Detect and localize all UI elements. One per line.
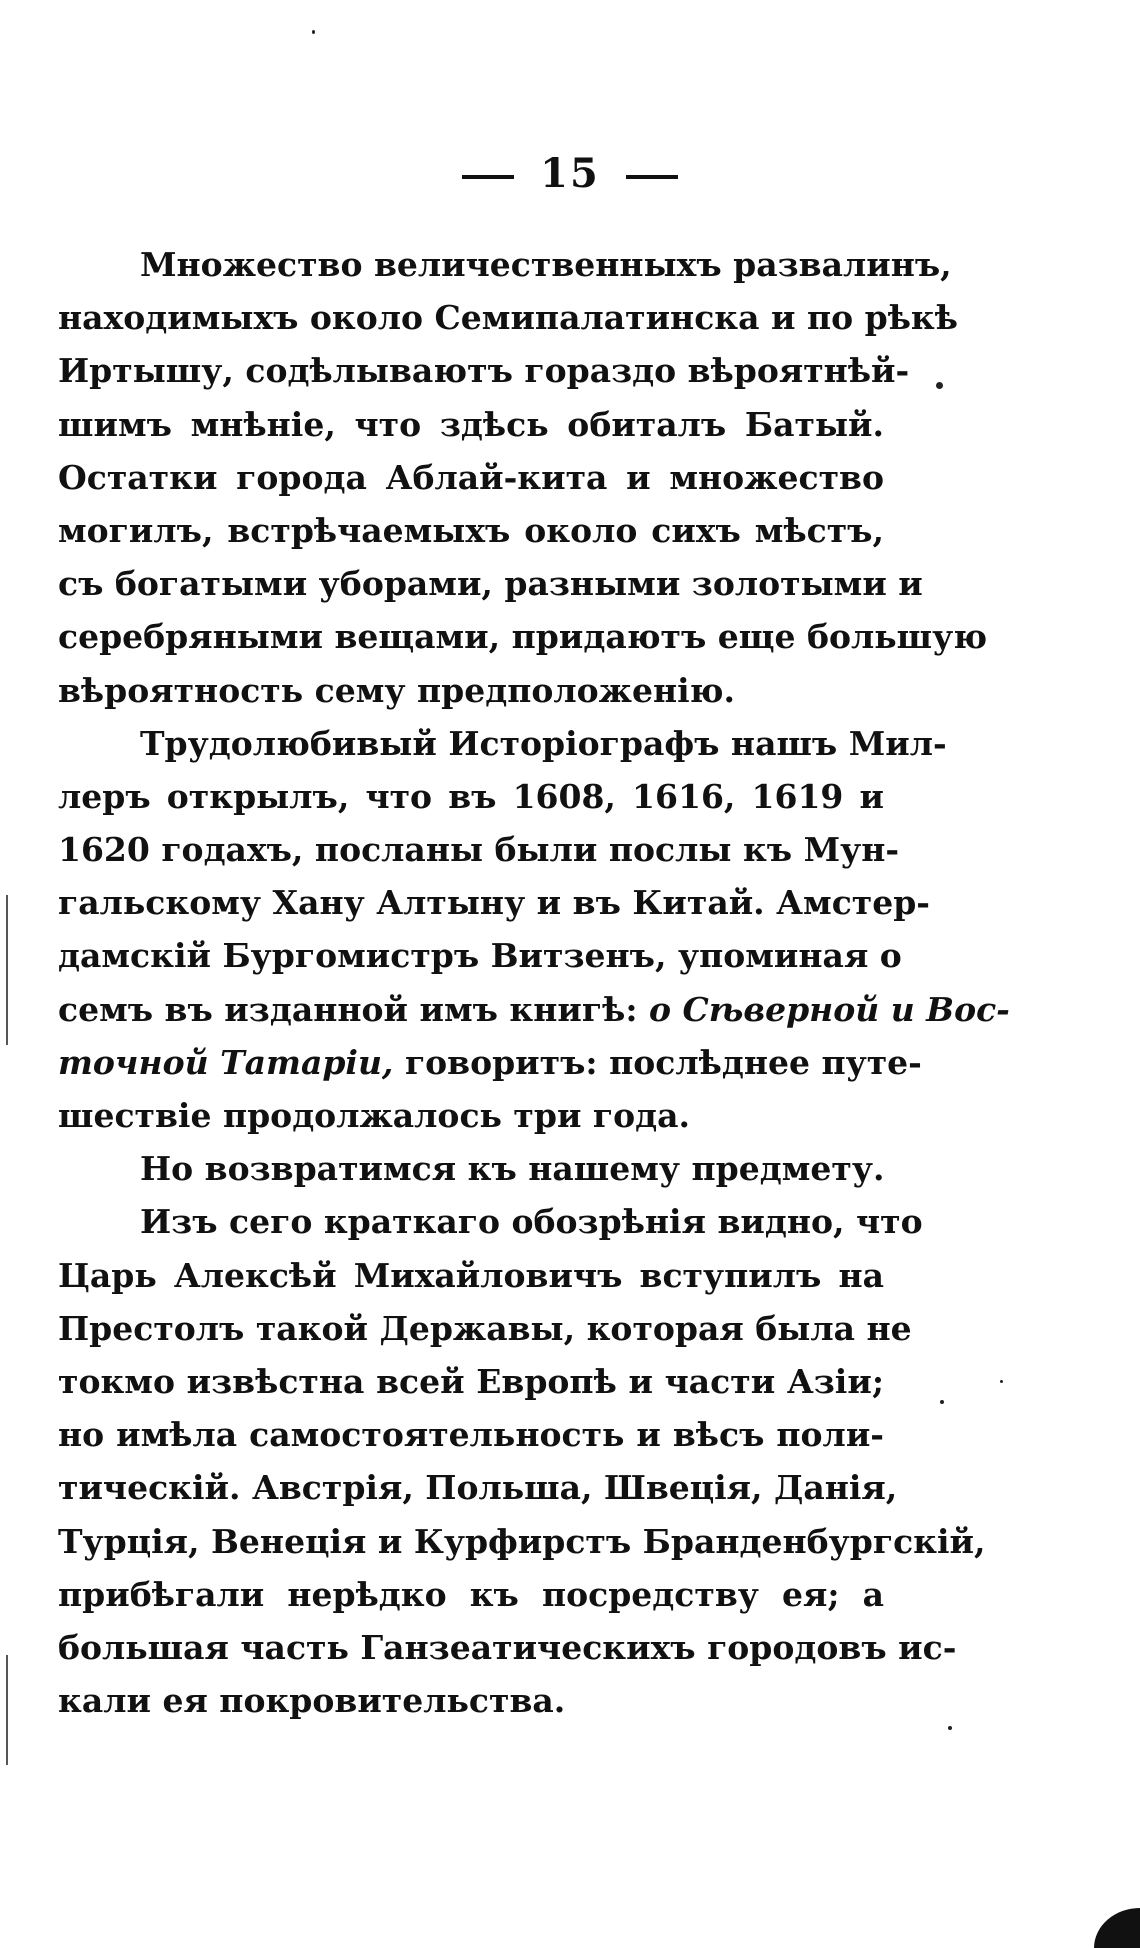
- text-line: леръ открылъ, что въ 1608, 1616, 1619 и: [58, 776, 884, 816]
- text-line: но имѣла самостоятельность и вѣсъ поли-: [58, 1415, 884, 1455]
- header-left-dash: [462, 175, 514, 179]
- text-line: Царь Алексѣй Михайловичъ вступилъ на: [58, 1255, 884, 1295]
- text-line: Остатки города Аблай-кита и множество: [58, 457, 884, 497]
- body-text: [58, 238, 1010, 1727]
- scan-speck: [312, 30, 315, 34]
- text-line: находимыхъ около Семипалатинска и по рѣкѣ: [58, 298, 958, 338]
- text-line: вѣроятность сему предположенію.: [58, 670, 735, 710]
- text-line: прибѣгали нерѣдко къ посредству ея; а: [58, 1574, 884, 1614]
- text-line-mixed: [58, 983, 1010, 1036]
- italic-title-fragment: о Сѣверной и Вос-: [649, 989, 1010, 1029]
- text-line: гальскому Хану Алтыну и въ Китай. Амстер-: [58, 883, 931, 923]
- corner-ink-blot: [1094, 1908, 1140, 1948]
- text-line: съ богатыми уборами, разными золотыми и: [58, 564, 923, 604]
- italic-title-fragment: Татаріи,: [220, 1042, 394, 1082]
- text-line: серебряными вещами, придаютъ еще большую: [58, 617, 988, 657]
- text-line: Но возвратимся къ нашему предмету.: [140, 1149, 885, 1189]
- page-number: 15: [540, 150, 600, 197]
- text-line: Изъ сего краткаго обозрѣнія видно, что: [140, 1202, 923, 1242]
- text-line: Множество величественныхъ развалинъ,: [140, 245, 952, 284]
- text-fragment: семъ въ изданной имъ книгѣ:: [58, 989, 638, 1029]
- text-line: кали ея покровительства.: [58, 1681, 566, 1721]
- text-line: Иртышу, содѣлываютъ гораздо вѣроятнѣй-: [58, 351, 910, 391]
- italic-title-fragment: точной: [58, 1042, 209, 1082]
- text-line: токмо извѣстна всей Европѣ и части Азіи;: [58, 1361, 884, 1401]
- text-line: дамскій Бургомистръ Витзенъ, упоминая о: [58, 936, 902, 976]
- text-line: Престолъ такой Державы, которая была не: [58, 1308, 912, 1348]
- text-line: тическій. Австрія, Польша, Швеція, Данія,: [58, 1468, 898, 1508]
- header-right-dash: [626, 175, 678, 179]
- scan-speck: [940, 1400, 944, 1404]
- text-line: большая часть Ганзеатическихъ городовъ ис-: [58, 1627, 957, 1667]
- text-line: шимъ мнѣніе, что здѣсь обиталъ Батый.: [58, 404, 884, 444]
- scan-edge-mark: [6, 1655, 8, 1765]
- text-line: могилъ, встрѣчаемыхъ около сихъ мѣстъ,: [58, 510, 884, 550]
- text-line: Турція, Венеція и Курфирстъ Бранденбургскій,: [58, 1521, 986, 1561]
- text-fragment: говоритъ: послѣднее путе-: [404, 1042, 922, 1082]
- text-line: шествіе продолжалось три года.: [58, 1096, 691, 1135]
- text-line: 1620 годахъ, посланы были послы къ Мун-: [58, 830, 900, 870]
- text-line: Трудолюбивый Исторіографъ нашъ Мил-: [140, 723, 947, 763]
- scan-edge-mark: [6, 895, 8, 1045]
- text-line-mixed: [58, 1036, 922, 1089]
- page-header: [0, 150, 1140, 197]
- scan-speck: [936, 382, 943, 389]
- scan-speck: [1000, 1380, 1003, 1383]
- scan-speck: [948, 1726, 952, 1730]
